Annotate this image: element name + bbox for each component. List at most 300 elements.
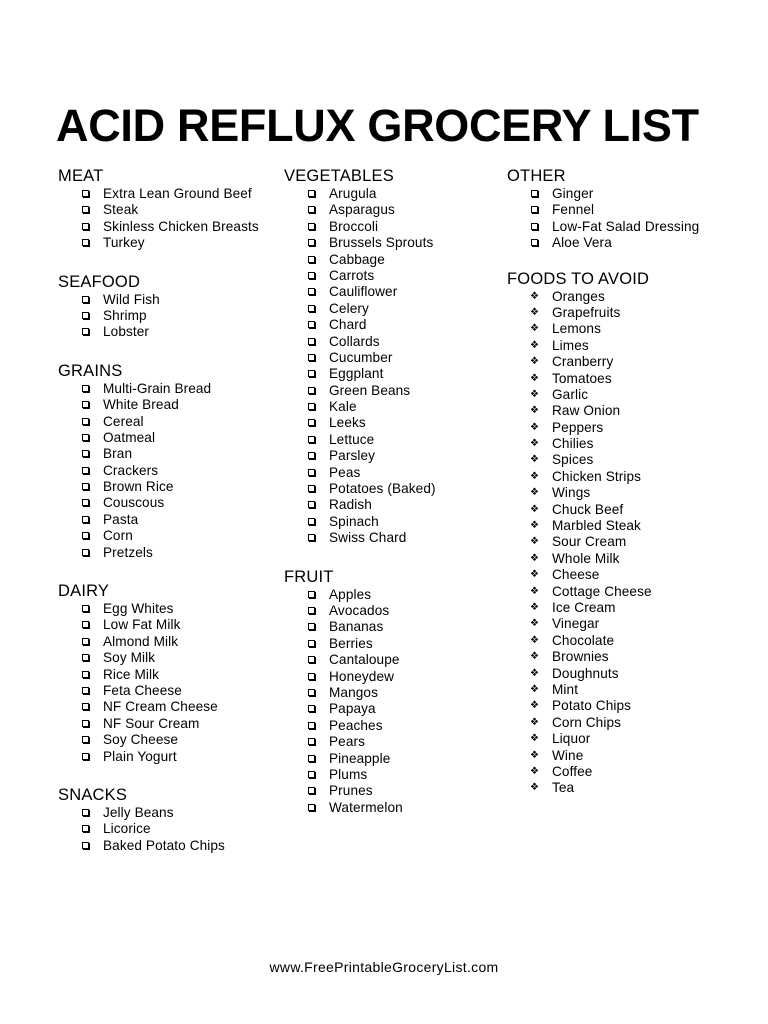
item-label: Potato Chips	[552, 698, 632, 714]
list-item	[507, 219, 747, 235]
item-label: Tomatoes	[552, 370, 612, 386]
diamond-bullet-icon: ❖	[529, 454, 540, 466]
section-heading: DAIRY	[58, 582, 110, 601]
list-item	[58, 667, 283, 683]
diamond-bullet-icon: ❖	[529, 700, 540, 712]
diamond-bullet-icon: ❖	[529, 405, 540, 417]
list-item	[284, 366, 509, 382]
checkbox-icon[interactable]	[82, 483, 89, 490]
list-item	[284, 219, 509, 235]
checkbox-icon[interactable]	[82, 809, 89, 816]
item-label: Wild Fish	[103, 291, 160, 307]
list-item	[58, 699, 283, 715]
item-label: Oatmeal	[103, 429, 156, 445]
item-label: Cottage Cheese	[552, 583, 652, 599]
item-label: Watermelon	[329, 799, 403, 815]
list-item	[58, 308, 283, 324]
item-label: Cauliflower	[329, 284, 398, 300]
checkbox-icon[interactable]	[82, 296, 89, 303]
item-label: NF Sour Cream	[103, 715, 200, 731]
list-item	[507, 600, 747, 616]
diamond-bullet-icon: ❖	[529, 667, 540, 679]
list-item	[507, 616, 747, 632]
list-item	[284, 301, 509, 317]
checkbox-icon[interactable]	[308, 370, 315, 377]
checkbox-icon[interactable]	[308, 223, 315, 230]
list-item	[284, 481, 509, 497]
diamond-bullet-icon: ❖	[529, 716, 540, 728]
item-label: Bran	[103, 446, 133, 462]
list-item	[58, 186, 283, 202]
diamond-bullet-icon: ❖	[529, 782, 540, 794]
diamond-bullet-icon: ❖	[529, 634, 540, 646]
item-label: Soy Cheese	[103, 732, 179, 748]
list-item	[284, 465, 509, 481]
list-item	[507, 715, 747, 731]
item-label: Extra Lean Ground Beef	[103, 186, 252, 201]
item-label: Egg Whites	[103, 601, 174, 617]
diamond-bullet-icon: ❖	[529, 733, 540, 745]
item-label: White Bread	[103, 397, 179, 413]
item-label: Almond Milk	[103, 633, 179, 649]
checkbox-icon[interactable]	[82, 703, 89, 710]
item-label: Cranberry	[552, 354, 614, 370]
list-item	[507, 502, 747, 518]
item-label: Pasta	[103, 511, 139, 527]
checkbox-icon[interactable]	[82, 753, 89, 760]
checkbox-icon[interactable]	[308, 738, 315, 745]
list-item	[284, 800, 509, 816]
list-item	[58, 528, 283, 544]
list-item	[58, 650, 283, 666]
diamond-bullet-icon: ❖	[529, 503, 540, 515]
list-item	[284, 636, 509, 652]
item-label: Radish	[329, 497, 372, 513]
diamond-bullet-icon: ❖	[529, 306, 540, 318]
item-label: Cantaloupe	[329, 652, 400, 668]
diamond-bullet-icon: ❖	[529, 520, 540, 532]
checkbox-icon[interactable]	[82, 516, 89, 523]
list-item	[507, 649, 747, 665]
list-item	[507, 235, 747, 251]
list-item	[284, 334, 509, 350]
list-item	[284, 530, 509, 546]
item-label: Sour Cream	[552, 534, 627, 550]
list-item	[507, 780, 747, 796]
section-meat	[58, 166, 283, 252]
checkbox-icon[interactable]	[82, 654, 89, 661]
list-item	[284, 751, 509, 767]
list-item	[507, 420, 747, 436]
checkbox-icon[interactable]	[82, 418, 89, 425]
checkbox-icon[interactable]	[308, 755, 315, 762]
item-label: Fennel	[552, 202, 595, 218]
list-item	[58, 397, 283, 413]
checkbox-icon[interactable]	[308, 722, 315, 729]
section-dairy	[58, 581, 283, 765]
list-item	[284, 701, 509, 717]
checkbox-icon[interactable]	[308, 485, 315, 492]
checkbox-icon[interactable]	[308, 272, 315, 279]
list-item	[507, 698, 747, 714]
checkbox-icon[interactable]	[82, 720, 89, 727]
list-item	[284, 448, 509, 464]
list-item	[58, 235, 283, 251]
list-item	[507, 469, 747, 485]
checkbox-icon[interactable]	[308, 591, 315, 598]
item-label: Mint	[552, 681, 579, 697]
checkbox-icon[interactable]	[308, 689, 315, 696]
list-item	[284, 252, 509, 268]
list-item	[58, 732, 283, 748]
list-item	[284, 685, 509, 701]
checkbox-icon[interactable]	[82, 312, 89, 319]
section-heading: SNACKS	[58, 785, 128, 804]
diamond-bullet-icon: ❖	[529, 651, 540, 663]
item-label: Leeks	[329, 415, 366, 431]
checkbox-icon[interactable]	[308, 321, 315, 328]
list-item	[507, 551, 747, 567]
item-label: Grapefruits	[552, 304, 621, 320]
list-item	[284, 415, 509, 431]
item-label: Cucumber	[329, 349, 393, 365]
item-label: Cereal	[103, 413, 144, 429]
list-item	[58, 749, 283, 765]
list-item	[284, 587, 509, 603]
checkbox-icon[interactable]	[308, 640, 315, 647]
diamond-bullet-icon: ❖	[529, 323, 540, 335]
item-label: Eggplant	[329, 366, 384, 382]
item-label: Feta Cheese	[103, 682, 182, 698]
section-heading: OTHER	[507, 167, 566, 185]
checkbox-icon[interactable]	[531, 190, 538, 197]
list-item	[58, 601, 283, 617]
diamond-bullet-icon: ❖	[529, 356, 540, 368]
checkbox-icon[interactable]	[308, 705, 315, 712]
checkbox-icon[interactable]	[308, 256, 315, 263]
item-label: Baked Potato Chips	[103, 837, 225, 853]
list-item	[58, 683, 283, 699]
section-vegetables	[284, 166, 509, 547]
item-label: Wine	[552, 747, 584, 763]
list-item	[58, 292, 283, 308]
checkbox-icon[interactable]	[82, 239, 89, 246]
diamond-bullet-icon: ❖	[529, 749, 540, 761]
list-item	[284, 767, 509, 783]
item-label: Peaches	[329, 717, 383, 733]
list-item	[284, 783, 509, 799]
diamond-bullet-icon: ❖	[529, 388, 540, 400]
list-item	[58, 512, 283, 528]
item-label: Peas	[329, 464, 361, 480]
list-item	[284, 603, 509, 619]
list-item	[284, 284, 509, 300]
checkbox-icon[interactable]	[308, 354, 315, 361]
diamond-bullet-icon: ❖	[529, 470, 540, 482]
list-item	[284, 399, 509, 415]
item-label: Jelly Beans	[103, 804, 174, 820]
section-heading: GRAINS	[58, 361, 123, 380]
list-item	[58, 617, 283, 633]
item-label: Turkey	[103, 235, 145, 251]
list-item	[284, 350, 509, 366]
diamond-bullet-icon: ❖	[529, 765, 540, 777]
item-label: Liquor	[552, 731, 591, 747]
section-heading: FRUIT	[284, 567, 334, 586]
checkbox-icon[interactable]	[308, 469, 315, 476]
checkbox-icon[interactable]	[308, 804, 315, 811]
checkbox-icon[interactable]	[82, 467, 89, 474]
list-item	[58, 545, 283, 561]
item-label: Crackers	[103, 462, 159, 478]
item-label: Brownies	[552, 649, 609, 665]
item-label: Chocolate	[552, 632, 615, 648]
diamond-bullet-icon: ❖	[529, 421, 540, 433]
column-1	[58, 166, 283, 854]
item-label: Cabbage	[329, 251, 385, 267]
checkbox-icon[interactable]	[308, 607, 315, 614]
list-item	[58, 479, 283, 495]
item-list	[507, 289, 747, 797]
item-label: Ice Cream	[552, 599, 616, 615]
item-label: Doughnuts	[552, 665, 619, 681]
diamond-bullet-icon: ❖	[529, 569, 540, 581]
section-grains	[58, 361, 283, 561]
checkbox-icon[interactable]	[531, 206, 538, 213]
checkbox-icon[interactable]	[82, 499, 89, 506]
item-label: Rice Milk	[103, 666, 160, 682]
checkbox-icon[interactable]	[308, 623, 315, 630]
checkbox-icon[interactable]	[82, 549, 89, 556]
item-label: Chicken Strips	[552, 468, 642, 484]
item-label: Whole Milk	[552, 550, 620, 566]
item-label: Lemons	[552, 321, 601, 337]
item-label: Avocados	[329, 602, 390, 618]
item-label: Chuck Beef	[552, 501, 624, 517]
item-label: Carrots	[329, 267, 375, 283]
checkbox-icon[interactable]	[82, 842, 89, 849]
item-label: Apples	[329, 586, 372, 602]
checkbox-icon[interactable]	[82, 450, 89, 457]
diamond-bullet-icon: ❖	[529, 290, 540, 302]
item-label: Oranges	[552, 288, 605, 304]
list-item	[507, 305, 747, 321]
checkbox-icon[interactable]	[308, 501, 315, 508]
item-label: Shrimp	[103, 307, 147, 323]
list-item	[284, 514, 509, 530]
list-item	[507, 748, 747, 764]
checkbox-icon[interactable]	[82, 605, 89, 612]
checkbox-icon[interactable]	[308, 288, 315, 295]
list-item	[284, 186, 509, 202]
list-item	[507, 485, 747, 501]
list-item	[284, 652, 509, 668]
checkbox-icon[interactable]	[531, 239, 538, 246]
list-item	[58, 805, 283, 821]
item-label: Chilies	[552, 436, 594, 452]
checkbox-icon[interactable]	[308, 338, 315, 345]
checkbox-icon[interactable]	[82, 825, 89, 832]
item-label: Pears	[329, 734, 366, 750]
checkbox-icon[interactable]	[308, 518, 315, 525]
checkbox-icon[interactable]	[82, 671, 89, 678]
item-label: Collards	[329, 333, 380, 349]
item-label: Lettuce	[329, 431, 375, 447]
list-item	[507, 186, 747, 202]
list-item	[284, 317, 509, 333]
list-item	[58, 446, 283, 462]
checkbox-icon[interactable]	[82, 621, 89, 628]
list-item	[284, 202, 509, 218]
list-item	[284, 383, 509, 399]
item-label: Corn	[103, 528, 133, 544]
item-label: Coffee	[552, 763, 593, 779]
diamond-bullet-icon: ❖	[529, 683, 540, 695]
section-heading: MEAT	[58, 167, 104, 185]
item-label: Wings	[552, 485, 591, 501]
diamond-bullet-icon: ❖	[529, 618, 540, 630]
item-label: Low Fat Milk	[103, 617, 181, 633]
checkbox-icon[interactable]	[308, 656, 315, 663]
item-label: Bananas	[329, 619, 384, 635]
item-label: Broccoli	[329, 218, 379, 234]
item-label: Corn Chips	[552, 714, 621, 730]
item-label: Garlic	[552, 386, 589, 402]
checkbox-icon[interactable]	[82, 401, 89, 408]
list-item	[507, 403, 747, 419]
column-2	[284, 166, 509, 816]
item-label: Raw Onion	[552, 403, 621, 419]
column-3	[507, 166, 747, 797]
checkbox-icon[interactable]	[82, 223, 89, 230]
item-label: Soy Milk	[103, 650, 156, 666]
checkbox-icon[interactable]	[308, 787, 315, 794]
item-list	[284, 587, 509, 816]
checkbox-icon[interactable]	[82, 190, 89, 197]
checkbox-icon[interactable]	[308, 190, 315, 197]
item-label: NF Cream Cheese	[103, 699, 218, 715]
list-item	[507, 666, 747, 682]
checkbox-icon[interactable]	[308, 387, 315, 394]
list-item	[507, 731, 747, 747]
diamond-bullet-icon: ❖	[529, 552, 540, 564]
item-label: Honeydew	[329, 668, 395, 684]
item-label: Couscous	[103, 495, 165, 511]
checkbox-icon[interactable]	[82, 434, 89, 441]
list-item	[58, 430, 283, 446]
list-item	[507, 584, 747, 600]
item-label: Green Beans	[329, 382, 411, 398]
checkbox-icon[interactable]	[82, 206, 89, 213]
list-item	[58, 634, 283, 650]
list-item	[284, 619, 509, 635]
section-foods-to-avoid	[507, 269, 747, 797]
list-item	[507, 321, 747, 337]
item-label: Swiss Chard	[329, 530, 407, 546]
section-heading: FOODS TO AVOID	[507, 269, 650, 288]
item-label: Brussels Sprouts	[329, 235, 434, 251]
checkbox-icon[interactable]	[82, 687, 89, 694]
item-list	[58, 381, 283, 561]
list-item	[58, 838, 283, 854]
item-label: Peppers	[552, 419, 604, 435]
list-item	[58, 495, 283, 511]
item-label: Papaya	[329, 701, 376, 717]
list-item	[507, 452, 747, 468]
checkbox-icon[interactable]	[308, 419, 315, 426]
checkbox-icon[interactable]	[308, 771, 315, 778]
item-label: Plums	[329, 766, 368, 782]
checkbox-icon[interactable]	[308, 534, 315, 541]
list-item	[507, 436, 747, 452]
item-label: Aloe Vera	[552, 235, 612, 251]
list-item	[58, 821, 283, 837]
diamond-bullet-icon: ❖	[529, 372, 540, 384]
item-label: Ginger	[552, 186, 594, 201]
list-item	[284, 432, 509, 448]
item-label: Berries	[329, 635, 373, 651]
checkbox-icon[interactable]	[308, 305, 315, 312]
list-item	[507, 371, 747, 387]
checkbox-icon[interactable]	[308, 673, 315, 680]
list-item	[507, 338, 747, 354]
checkbox-icon[interactable]	[308, 436, 315, 443]
checkbox-icon[interactable]	[82, 638, 89, 645]
checkbox-icon[interactable]	[82, 328, 89, 335]
diamond-bullet-icon: ❖	[529, 339, 540, 351]
section-seafood	[58, 272, 283, 341]
list-item	[58, 202, 283, 218]
item-label: Prunes	[329, 783, 373, 799]
item-list	[507, 186, 747, 252]
diamond-bullet-icon: ❖	[529, 487, 540, 499]
diamond-bullet-icon: ❖	[529, 438, 540, 450]
item-label: Steak	[103, 202, 139, 218]
item-label: Licorice	[103, 821, 151, 837]
checkbox-icon[interactable]	[531, 223, 538, 230]
item-list	[58, 186, 283, 252]
list-item	[507, 354, 747, 370]
item-list	[284, 186, 509, 547]
diamond-bullet-icon: ❖	[529, 601, 540, 613]
checkbox-icon[interactable]	[308, 206, 315, 213]
checkbox-icon[interactable]	[308, 452, 315, 459]
item-label: Multi-Grain Bread	[103, 380, 212, 396]
item-label: Plain Yogurt	[103, 748, 177, 764]
checkbox-icon[interactable]	[82, 532, 89, 539]
list-item	[507, 682, 747, 698]
item-label: Kale	[329, 399, 357, 415]
section-heading: VEGETABLES	[284, 167, 394, 185]
item-list	[58, 805, 283, 854]
list-item	[58, 219, 283, 235]
checkbox-icon[interactable]	[308, 239, 315, 246]
item-label: Pretzels	[103, 544, 153, 560]
list-item	[284, 497, 509, 513]
list-item	[284, 268, 509, 284]
item-label: Lobster	[103, 324, 150, 340]
checkbox-icon[interactable]	[308, 403, 315, 410]
item-label: Marbled Steak	[552, 518, 641, 534]
list-item	[284, 734, 509, 750]
item-label: Limes	[552, 337, 589, 353]
checkbox-icon[interactable]	[82, 736, 89, 743]
list-item	[507, 567, 747, 583]
checkbox-icon[interactable]	[82, 385, 89, 392]
section-snacks	[58, 785, 283, 854]
item-label: Vinegar	[552, 616, 600, 632]
diamond-bullet-icon: ❖	[529, 536, 540, 548]
